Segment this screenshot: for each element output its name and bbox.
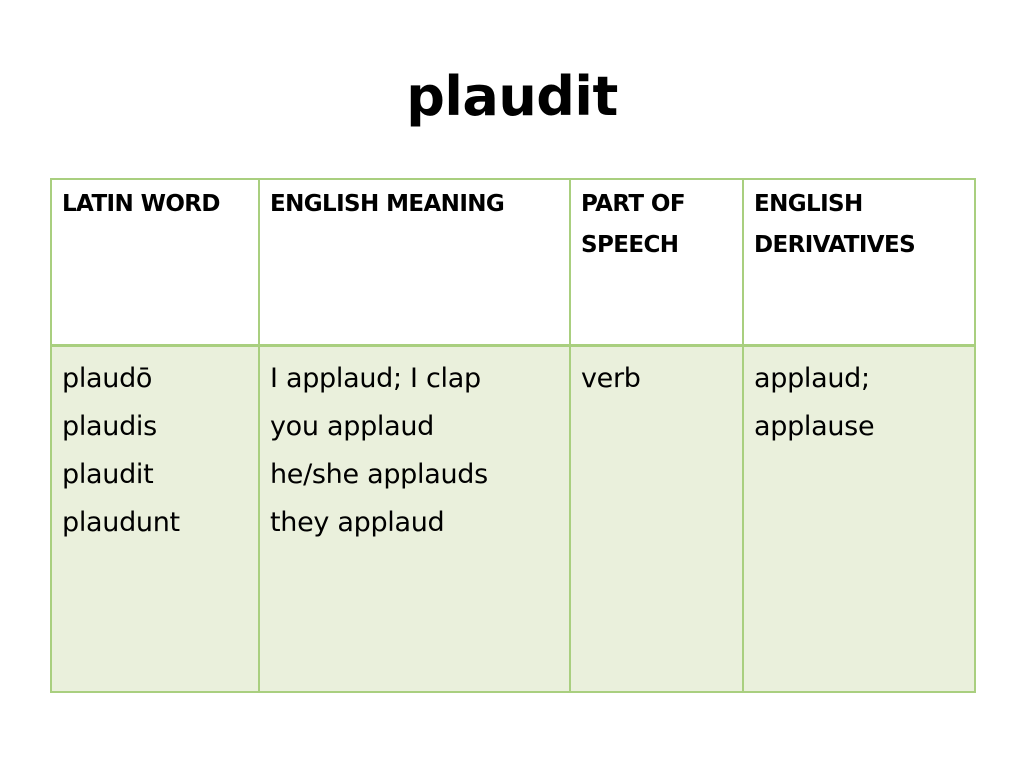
english-meaning: they applaud bbox=[270, 507, 445, 538]
latin-form: plaudō bbox=[62, 363, 153, 394]
table-header-row bbox=[51, 179, 975, 346]
english-meaning: I applaud; I clap bbox=[270, 363, 481, 394]
slide-title: plaudit bbox=[406, 65, 618, 128]
english-meaning: you applaud bbox=[270, 411, 435, 442]
english-meaning: he/she applauds bbox=[270, 459, 488, 490]
derivative: applaud; bbox=[754, 363, 870, 394]
table-row bbox=[51, 346, 975, 693]
header-english-meaning: ENGLISH MEANING bbox=[259, 179, 570, 346]
header-english-derivatives: ENGLISH DERIVATIVES bbox=[743, 179, 975, 346]
latin-forms-cell bbox=[51, 346, 259, 693]
latin-form: plaudit bbox=[62, 459, 154, 490]
part-of-speech-cell: verb bbox=[570, 346, 743, 693]
english-meanings-cell bbox=[259, 346, 570, 693]
latin-form: plaudis bbox=[62, 411, 157, 442]
latin-form: plaudunt bbox=[62, 507, 180, 538]
vocabulary-table bbox=[50, 178, 976, 693]
header-latin-word: LATIN WORD bbox=[51, 179, 259, 346]
header-part-of-speech: PART OF SPEECH bbox=[570, 179, 743, 346]
derivative: applause bbox=[754, 411, 875, 442]
derivatives-cell bbox=[743, 346, 975, 693]
